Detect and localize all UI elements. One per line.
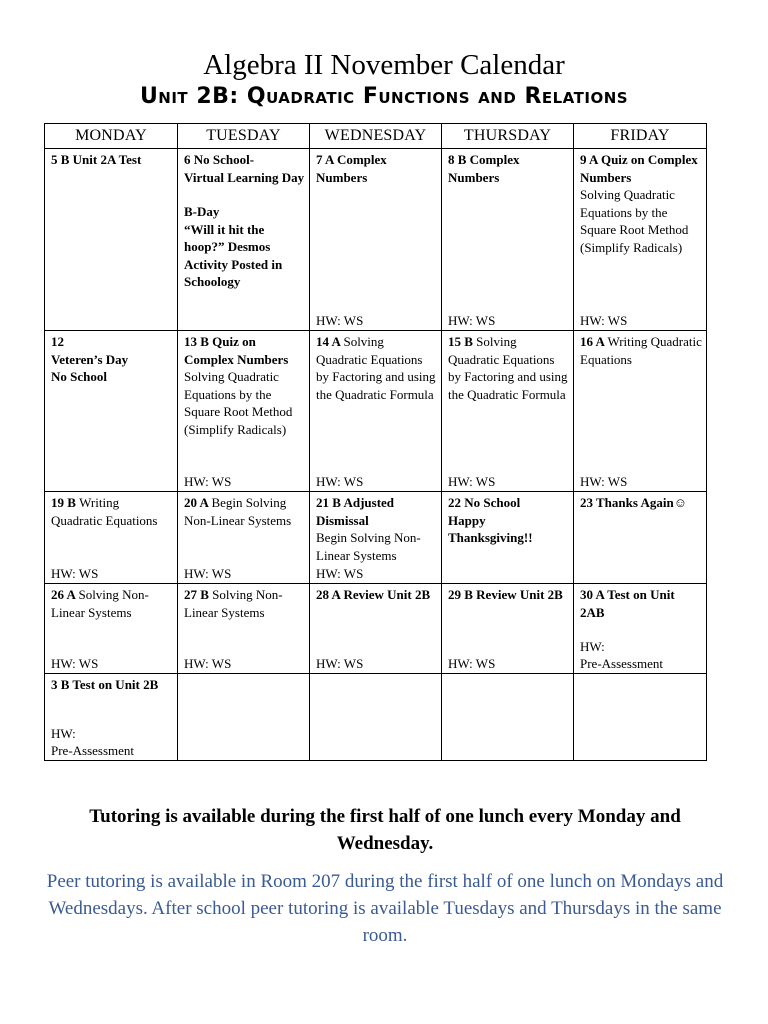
week-row [45,331,707,492]
homework-label: HW: WS [448,474,496,489]
day-cell [310,331,442,492]
day-heading: 23 Thanks Again☺ [580,495,687,510]
day-heading: 6 No School- Virtual Learning Day [184,152,305,185]
day-heading: 3 B Test on Unit 2B [51,677,159,692]
day-heading: 9 A Quiz on Complex Numbers [580,152,698,185]
day-cell [310,584,442,674]
day-topic: Solving Non-Linear Systems [184,587,283,620]
day-heading [51,586,173,621]
day-heading [184,586,305,621]
homework-label: HW: WS [184,566,232,581]
day-topic: Begin Solving Non-Linear Systems [316,530,421,563]
peer-tutoring-note: Peer tutoring is available in Room 207 during the first half of one lunch on Mondays and Wednesdays. After school peer tutoring is available Tuesdays and Thursdays in the same room. [46,871,724,946]
homework-label: HW: WS [448,656,496,671]
homework-label: HW: WS [316,566,364,581]
homework-label: HW: Pre-Assessment [51,726,135,758]
day-heading [316,333,437,403]
day-cell [45,331,178,492]
homework-label: HW: WS [316,474,364,489]
day-topic: Solving Quadratic Equations by the Square Root Method (Simplify Radicals) [184,369,293,437]
weekday-header: THURSDAY [442,124,574,149]
day-number: 14 A [316,334,341,349]
day-cell [442,331,574,492]
homework-label: HW: WS [448,313,496,328]
homework-label: HW: WS [51,566,99,581]
homework-label: HW: WS [316,313,364,328]
day-cell [178,674,310,761]
day-heading: 30 A Test on Unit 2AB [580,587,675,620]
day-topic: Begin Solving Non-Linear Systems [184,495,292,528]
day-cell [442,584,574,674]
homework-label: HW: WS [580,313,628,328]
weekday-header: FRIDAY [574,124,707,149]
day-heading [184,494,305,529]
weekday-header: TUESDAY [178,124,310,149]
day-cell [310,674,442,761]
day-heading: 13 B Quiz on Complex Numbers [184,334,289,367]
day-number: 16 A [580,334,605,349]
homework-label: HW: WS [184,474,232,489]
day-heading: 28 A Review Unit 2B [316,587,431,602]
week-row [45,674,707,761]
day-cell [442,492,574,584]
homework-label: HW: WS [316,656,364,671]
homework-label: HW: WS [580,474,628,489]
day-cell [442,674,574,761]
day-cell [178,149,310,331]
day-topic: Solving Quadratic Equations by the Square Root Method (Simplify Radicals) [580,187,689,255]
day-cell [574,331,707,492]
day-heading: 21 B Adjusted Dismissal [316,495,395,528]
day-topic: Solving Non-Linear Systems [51,587,149,620]
day-cell [310,492,442,584]
page-title: Algebra II November Calendar [203,49,565,81]
day-cell [45,584,178,674]
calendar-table [44,123,707,761]
week-row [45,492,707,584]
day-number: 15 B [448,334,473,349]
day-cell [178,492,310,584]
day-heading: 5 B Unit 2A Test [51,152,142,167]
day-cell [574,584,707,674]
weekday-header: WEDNESDAY [310,124,442,149]
day-heading: 22 No School Happy Thanksgiving!! [448,495,533,545]
week-row [45,149,707,331]
day-number: 20 A [184,495,209,510]
day-heading: 12 Veteren’s Day No School [51,334,129,384]
day-cell [45,674,178,761]
day-cell [574,674,707,761]
day-cell [310,149,442,331]
day-topic: Writing Quadratic Equations [51,495,158,528]
day-cell [574,149,707,331]
day-note: B-Day “Will it hit the hoop?” Desmos Activity Posted in Schoology [184,204,283,289]
day-number: 26 A [51,587,76,602]
tutoring-note: Tutoring is available during the first half of one lunch every Monday and Wednesday. [89,806,681,854]
homework-label: HW: WS [184,656,232,671]
day-cell [574,492,707,584]
day-cell [45,492,178,584]
day-cell [178,584,310,674]
day-cell [178,331,310,492]
day-heading [51,494,173,529]
day-heading [448,333,569,403]
week-row [45,584,707,674]
day-topic: Writing Quadratic Equations [580,334,702,367]
day-number: 19 B [51,495,76,510]
day-heading: 7 A Complex Numbers [316,152,387,185]
weekday-header: MONDAY [45,124,178,149]
weekday-header-row [45,124,707,149]
page-subtitle: Unit 2B: Quadratic Functions and Relations [139,84,629,109]
day-heading: 8 B Complex Numbers [448,152,520,185]
day-cell [45,149,178,331]
day-topic: Solving Quadratic Equations by Factoring and using the Quadratic Formula [316,334,436,402]
day-heading [580,333,702,368]
day-heading: 29 B Review Unit 2B [448,587,563,602]
day-cell [442,149,574,331]
homework-label: HW: Pre-Assessment [580,639,664,671]
day-topic: Solving Quadratic Equations by Factoring and using the Quadratic Formula [448,334,568,402]
homework-label: HW: WS [51,656,99,671]
day-number: 27 B [184,587,209,602]
